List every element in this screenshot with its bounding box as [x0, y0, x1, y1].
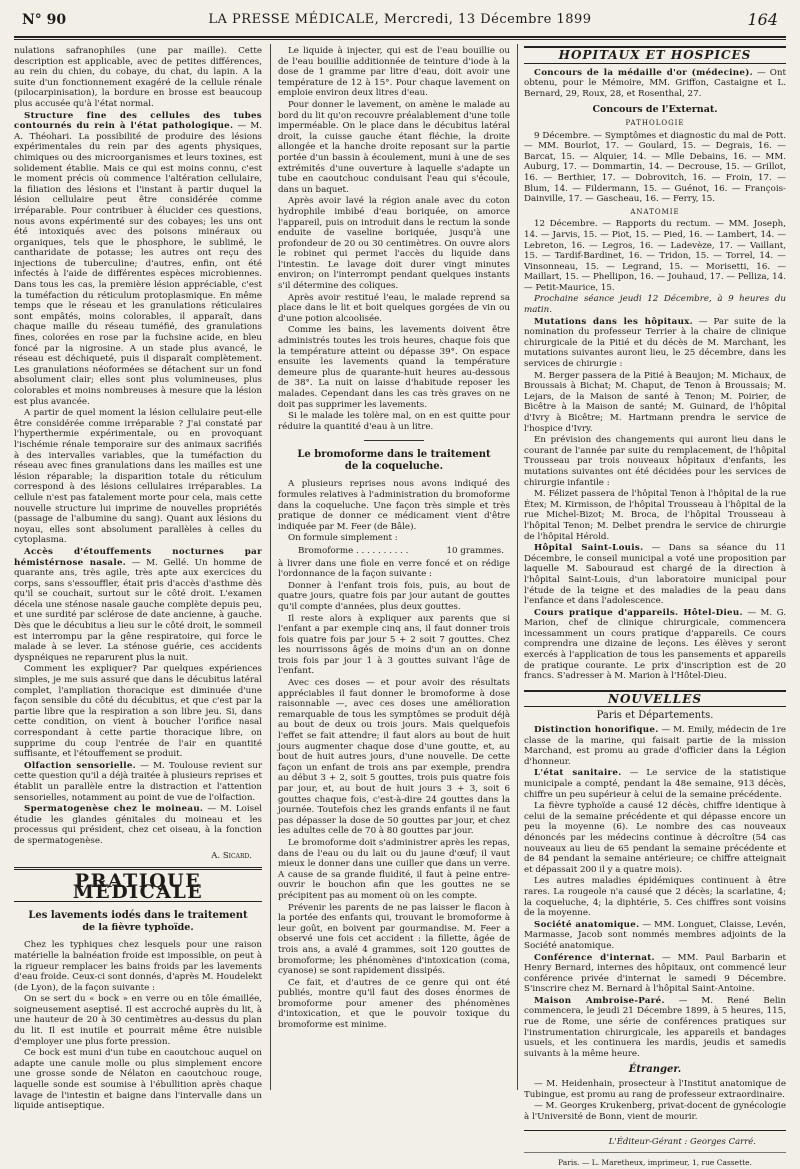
paragraph: Il reste alors à expliquer aux parents que si l'enfant a par exemple cinq ans, il faut donner trois fois quatre fois par jour 5 + 2 soit 7 gouttes. Chez les nourrissons âgés de moins d'un an on donne trois fois par jour 1 à 3 gouttes suivant l'âge de l'enfant. — [278, 613, 510, 677]
text: — MM. Longuet, Claisse, Levén, Marmasse, Jacob sont nommés membres adjoints de la Société anatomique. — [524, 919, 786, 951]
text: La possibilité de produire des lésions expérimentales du rein par des agents physiques, chimiques ou des microorganismes et leurs toxines, est solidement établie. Mais ce qui est moins connu, c'est le moment précis où commence l'altération cellulaire, la filiation des lésions et l'instant à partir duquel la lésion cellulaire peut être considérée comme irréparable. Pour contribuer à élucider ces questions, nous avons expérimenté sur des cobayes; les uns ont été intoxiqués avec des poisons minéraux ou organiques, tels que le phosphore, le sublimé, le cantharidate de potasse; les autres ont reçu des injections de tuberculine; d'autres, enfin, ont été infectés à l'aide de différentes espèces microbiennes. Dans tous les cas, la première lésion appréciable, c'est la tuméfaction du réticulum protoplasmique. En même temps que le réseau et les granulations réticulaires sont empâtés, moins colorables, il apparaît, dans chaque maille du réseau tuméfié, des granulations fines, colorées en rose par la fuchsine acide, en bleu foncé par la nigrosine. A un stade plus avancé, le réseau est déchiqueté, puis il disparaît complètement. Les granulations néoformées se détachent sur un fond absolument clair; elles sont plus volumineuses, plus colorables et moins nombreuses à mesure que la lésion est plus avancée. — [14, 131, 263, 407]
journal-name: LA PRESSE MÉDICALE, — [208, 12, 380, 27]
paragraph: Les autres maladies épidémiques continuent à être rares. La rougeole n'a causé que 2 décès; la scarlatine, 4; la coqueluche, 4; la diphtérie, 5. Ces chiffres sont voisins de la moyenne. — [524, 876, 786, 919]
text: — Par suite de la nomination du professeur Terrier à la chaire de clinique chirurgicale de la Pitié et du décès de M. Marchant, les mutations suivantes auront lieu, le 25 décembre, dans les services de chirurgie : — [524, 316, 787, 370]
paragraph — [524, 725, 786, 767]
section-heading: NOUVELLES — [524, 690, 786, 708]
paragraph — [524, 608, 786, 682]
paragraph: Après avoir lavé la région anale avec du coton hydrophile imbibé d'eau boriquée, on amorce l'appareil, puis on introduit dans le rectum la sonde enduite de vaseline boriquée, jusqu'à une profondeur de 20 ou 30 centimètres. On ouvre alors le robinet qui permet l'accès du liquide dans l'intestin. Le lavage doit durer vingt minutes environ; on l'interrompt pendant quelques instants s'il détermine des coliques. — [278, 196, 510, 292]
publisher-line: L'Éditeur-Gérant : Georges Carré. — [608, 1137, 756, 1148]
paragraph: M. Berger passera de la Pitié à Beaujon; M. Michaux, de Broussais à Bichat; M. Chaput, de Tenon à Broussais; M. Lejars, de la Maison de santé à Tenon; M. Poirier, de Bicêtre à la Maison de santé; M. Guinard, de l'hôpital d'Ivry à Bicêtre; M. Hartmann prendra le service de l'hospice d'Ivry. — [524, 370, 786, 434]
subheading-small: PATHOLOGIE — [625, 118, 685, 127]
author: — M. A. Théohari. — [14, 121, 262, 142]
paragraph — [14, 804, 262, 846]
section-title: PRATIQUE MÉDICALE — [72, 870, 204, 903]
rubric-head: L'état sanitaire. — [534, 768, 622, 779]
column-divider — [517, 44, 518, 1090]
column-3 — [524, 46, 786, 1169]
signature: A. Sicard. — [211, 850, 252, 861]
paragraph: La fièvre typhoïde a causé 12 décès, chiffre identique à celui de la semaine précédente et qui dépasse encore un peu la moyenne (6). Le nombre des cas nouveaux dénoncés par les médecins continue à décroître (54 cas nouveaux au lieu de 65 pendant la semaine précédente et de 84 pendant la semaine antérieure; ce chiffre atteignait et dépassait 200 il y a quatre mois). — [524, 801, 786, 875]
subheading: Paris et Départements. — [596, 710, 714, 722]
section-heading: HOPITAUX ET HOSPICES — [524, 46, 786, 64]
column-2 — [278, 46, 510, 1032]
paragraph — [524, 996, 786, 1060]
text: — Le service de la statistique municipale a compté, pendant la 48e semaine, 913 décès, chiffre un peu supérieur à celui de la semaine précédente. — [524, 768, 787, 800]
paragraph — [524, 768, 786, 800]
paragraph: On formule simplement : — [288, 533, 398, 544]
text: étudie les glandes génitales du moineau et les processus qui président, chez cet oiseau, à la fonction de spermatogenèse. — [14, 814, 262, 846]
article-title-line: de la coqueluche. — [344, 461, 444, 473]
article-title — [278, 449, 510, 473]
subheading-small: ANATOMIE — [630, 207, 680, 216]
paragraph: Si le malade les tolère mal, on en est quitte pour réduire la quantité d'eau à un litre. — [278, 411, 510, 432]
paragraph: Chez les typhiques chez lesquels pour une raison matérielle la balnéation froide est impossible, on peut à la rigueur remplacer les bains froids par les lavements d'eau froide. Ceux-ci sont donnés, d'après M. Houdelekt (de Lyon), de la façon suivante : — [14, 940, 262, 993]
paragraph: Le bromoforme doit s'administrer après les repas, dans de l'eau ou du lait ou du jaune d'œuf; il vaut mieux le donner dans une cuiller que dans un verre. A cause de sa grande fluidité, il faut à peine entre-ouvrir le bouchon afin que les gouttes ne se précipitent pas au moment où on les compte. — [278, 837, 510, 901]
text: Un homme de quarante ans, très agile, très apte aux exercices du corps, sans s'essouffler, était pris d'accès d'asthme dès qu'il se couchait, surtout sur le côté droit. L'examen décela une sténose nasale gauche complète depuis peu, et une surdité par sclérose de date ancienne, à gauche. Dès que le décubitus a lieu sur le côté droit, le sommeil est interrompu par la gêne respiratoire, qui force le malade à se lever. La sténose guérie, ces accidents dyspnéiques ne reparurent plus la nuit. — [14, 557, 262, 663]
rubric-head: Olfaction sensorielle. — [24, 760, 136, 771]
section-header — [14, 867, 262, 902]
rubric-head: Société anatomique. — [534, 919, 640, 930]
masthead-rule — [14, 36, 786, 40]
paragraph: Donner à l'enfant trois fois, puis, au bout de quatre jours, quatre fois par jour autant de gouttes qu'il compte d'années, plus deux gouttes. — [278, 580, 510, 612]
newspaper-page — [14, 10, 787, 1167]
masthead — [14, 10, 786, 38]
subheading: Concours de l'Externat. — [592, 104, 718, 116]
paragraph — [524, 317, 786, 370]
paragraph: A plusieurs reprises nous avons indiqué des formules relatives à l'administration du bromoforme dans la coqueluche. Une façon très simple et très pratique de donner ce médicament vient d'être indiquée par M. Feer (de Bâle). — [278, 479, 510, 532]
paragraph — [524, 953, 786, 995]
paragraph: — M. Heidenhain, prosecteur à l'Institut anatomique de Tubingue, est promu au rang de professeur extraordinaire. — [524, 1079, 786, 1100]
text: — Dans sa séance du 11 Décembre, le conseil municipal a voté une proposition par laquelle M. Sabouraud est chargé de la direction à l'hôpital Saint-Louis, d'un laboratoire municipal pour l'étude de la teigne et des maladies de la peau dans l'enfance et dans l'adolescence. — [524, 543, 786, 607]
rubric-head: Spermatogenèse chez le moineau. — [24, 804, 204, 815]
paragraph: Le liquide à injecter, qui est de l'eau bouillie ou de l'eau bouillie additionnée de teinture d'iode à la dose de 1 gramme par litre d'eau, doit avoir une température de 12 à 15°. Pour chaque lavement on emploie environ deux litres d'eau. — [278, 46, 510, 99]
paragraph: Après avoir restitué l'eau, le malade reprend sa place dans le lit et boit quelques gorgées de vin ou d'une potion alcoolisée. — [278, 292, 510, 324]
paragraph: Ce bock est muni d'un tube en caoutchouc auquel on adapte une canule molle ou plus simplement encore une grosse sonde de Nélaton en caoutchouc rouge, laquelle sonde est soumise à l'ébullition après chaque lavage de l'intestin et baigne dans l'intervalle dans un liquide antiseptique. — [14, 1048, 262, 1112]
author: — M. Toulouse — [140, 760, 209, 771]
paragraph: à livrer dans une fiole en verre foncé et on rédige l'ordonnance de la façon suivante : — [278, 558, 510, 580]
page-number: 164 — [747, 10, 778, 29]
column-divider — [270, 44, 271, 1090]
article-title-line: Les lavements iodés dans le traitement — [28, 910, 248, 922]
article-title — [14, 910, 262, 934]
author: — M. Loisel — [207, 804, 262, 815]
paragraph: 12 Décembre. — Rapports du rectum. — MM. Joseph, 14. — Jarvis, 15. — Piot, 15. — Pied, 16. — Lambert, 14. — Lebreton, 16. — Legros, 16. — Ladevèze, 17. — Vaillant, 15. — Tardif-Bardinet, 16. — Tridon, 15. — Torrel, 14. — Vinsonneau, 15. — Legrand, 15. — Morisetti, 16. — Maillart, 15. — Phellipon, 16. — Jouhaud, 17. — Pelliza, 14. — Petit-Maurice, 15. — [524, 219, 786, 293]
paragraph: nulations safranophiles (une par maille). Cette description est applicable, avec de petites différences, au rein du chien, du cobaye, du chat, du lapin. A la suite d'un fonctionnement exagéré de la cellule rénale (pilocarpinisation), la bordure en brosse est beaucoup plus accusée qu'à l'état normal. — [14, 46, 262, 109]
text: — MM. Paul Barbarin et Henry Bernard, internes des hôpitaux, ont commencé leur conférence privée d'internat le samedi 9 Décembre. S'inscrire chez M. Bernard à l'hôpital Saint-Antoine. — [524, 952, 786, 995]
paragraph: Prévenir les parents de ne pas laisser le flacon à la portée des enfants qui, trouvant le bromoforme à leur goût, en boivent par gourmandise. M. Feer a observé une fois cet accident : la fillette, âgée de trois ans, a avalé 4 grammes, soit 120 gouttes de bromoforme; les phénomènes d'intoxication (coma, cyanose) se sont rapidement dissipés. — [278, 902, 510, 977]
subheading: Étranger. — [628, 1064, 682, 1076]
paragraph: En prévision des changements qui auront lieu dans le courant de l'année par suite du remplacement, de l'hôpital Trousseau par trois nouveaux hôpitaux d'enfants, les mutations suivantes ont été décidées pour les services de chirurgie infantile : — [524, 435, 786, 488]
text: — M. René Belin commencera, le jeudi 21 Décembre 1899, à 5 heures, 115, rue de Rome, une série de conférences pratiques sur l'instrumentation chirurgicale, les appareils et bandages usuels, et les continuera les mardis, jeudis et samedis suivants à la même heure. — [524, 995, 786, 1059]
issue-date: Mercredi, 13 Décembre 1899 — [383, 12, 592, 27]
paragraph — [14, 111, 262, 408]
paragraph: M. Félizet passera de l'hôpital Tenon à l'hôpital de la rue Étex; M. Kirmisson, de l'hôpital Trousseau à l'hôpital de la rue Michel-Bizot; M. Broca, de l'hôpital Trousseau à l'hôpital Tenon; M. Delbet prendra le service de chirurgie de l'hôpital Hérold. — [524, 489, 786, 542]
rubric-head: Hôpital Saint-Louis. — [534, 543, 644, 554]
divider — [524, 1130, 786, 1131]
printer-imprint: Paris. — L. Maretheux, imprimeur, 1, rue Cassette. — [524, 1152, 786, 1169]
paragraph: A partir de quel moment la lésion cellulaire peut-elle être considérée comme irréparable ? J'ai constaté par l'hyperthermie expérimentale, ou en provoquant l'ischémie rénale temporaire sur des animaux sacrifiés à des intervalles variables, que la tuméfaction du réseau avec fines granulations dans les mailles est une lésion réparable; la disparition totale du réticulum correspond à des lésions cellulaires irréparables. La cellule n'est pas fatalement morte pour cela, mais cette nouvelle structure lui imprime de nouvelles propriétés (passage de l'albumine du sang). Quant aux lésions du noyau, elles sont absolument parallèles à celles du cytoplasma. — [14, 408, 262, 546]
text: — M. G. Marion, chef de clinique chirurgicale, commencera incessamment un cours pratique d'appareils. Ce cours comprendra une dizaine de leçons. Les élèves y seront exercés à l'application de tous les pansements et appareils de pratique courante. Le prix d'inscription est de 20 francs. S'adresser à M. Marion à l'Hôtel-Dieu. — [524, 607, 786, 682]
paragraph: Comment les expliquer? Par quelques expériences simples, je me suis assuré que dans le décubitus latéral complet, l'ampliation thoracique est diminuée d'une façon sensible du côté du décubitus, et que c'est par la partie libre que la respiration a son libre jeu. Si, dans cette condition, on vient à boucher l'orifice nasal correspondant à cette partie thoracique libre, on supprime du coup l'entrée de l'air en quantité suffisante, et l'étouffement se produit. — [14, 664, 262, 760]
paragraph — [14, 547, 262, 664]
rubric-head: Mutations dans les hôpitaux. — [534, 316, 693, 327]
rubric-head: Maison Ambroise-Paré. — [534, 995, 665, 1006]
paragraph — [524, 920, 786, 952]
text: — M. Emily, médecin de 1re classe de la marine, qui faisait partie de la mission Marchand, est promu au grade d'officier dans la Légion d'honneur. — [524, 725, 786, 767]
drug-quantity: 10 grammes. — [446, 545, 504, 556]
paragraph: On se sert du « bock » en verre ou en tôle émaillée, soigneusement aseptisé. Il est accroché auprès du lit, à une hauteur de 20 à 30 centimètres au-dessus du plan du lit. Il est inutile et pourrait même être nuisible d'employer une plus forte pression. — [14, 994, 262, 1047]
paragraph — [524, 68, 786, 100]
journal-title — [14, 12, 786, 27]
paragraph: Prochaine séance jeudi 12 Décembre, à 9 heures du matin. — [524, 294, 786, 316]
divider — [364, 440, 424, 441]
text: revient sur cette question qu'il a déjà traitée à plusieurs reprises et établit un parallèle entre la distraction et l'attention sensorielles, notamment au point de vue de l'olfaction. — [14, 760, 262, 803]
rubric-head: Accès d'étouffements nocturnes par hémistérnose nasale. — [14, 546, 262, 568]
paragraph: Pour donner le lavement, on amène le malade au bord du lit qu'on recouvre préalablement d'une toile imperméable. On le place dans le décubitus latéral droit, la cuisse gauche étant fléchie, la droite allongée et la hanche droite reposant sur la partie portée d'un bassin à écoulement, muni à une de ses extrémités d'une ouverture à laquelle s'adapte un tube en caoutchouc conduisant l'eau qui s'écoule, dans un baquet. — [278, 99, 510, 195]
article-title-line: de la fièvre typhoïde. — [82, 922, 194, 934]
text: — Ont obtenu, pour le Mémoire, MM. Griffon, Castaigne et L. Bernard, 29, Roux, 28, et Rosenthal, 27. — [524, 67, 786, 99]
rubric-head: Conférence d'internat. — [534, 952, 655, 963]
paragraph: — M. Georges Krukenberg, privat-docent de gynécologie à l'Université de Bonn, vient de mourir. — [524, 1101, 786, 1122]
paragraph: Avec ces doses — et pour avoir des résultats appréciables il faut donner le bromoforme à dose raisonnable —, avec ces doses une amélioration remarquable de tous les symptômes se produit déjà au bout de deux ou trois jours. Mais quelquefois l'effet se fait attendre; il faut alors au bout de huit jours augmenter chaque dose d'une goutte, et, au bout de huit autres jours, d'une nouvelle. De cette façon un enfant de trois ans par exemple, prendra au début 3 + 2, soit 5 gouttes, trois puis quatre fois par jour, et, au bout de huit jours 3 + 3, soit 6 gouttes chaque fois, c'est-à-dire 24 gouttes dans la journée. Toutefois chez les grands enfants il ne faut pas dépasser la dose de 50 gouttes par jour, et chez les adultes celle de 70 à 80 gouttes par jour. — [278, 678, 510, 837]
prescription — [278, 546, 510, 557]
drug-name: Bromoforme . . . . . . . . . . — [298, 545, 409, 556]
issue-number: N° 90 — [22, 12, 67, 28]
article-title-line: Le bromoforme dans le traitement — [297, 449, 491, 461]
rubric-head: Concours de la médaille d'or (médecine). — [534, 67, 753, 78]
paragraph: Ce fait, et d'autres de ce genre qui ont été publiés, montre qu'il faut des doses énormes de bromoforme pour amener des phénomènes d'intoxication, et que le pouvoir toxique du bromoforme est minime. — [278, 977, 510, 1031]
rubric-head: Cours pratique d'appareils. Hôtel-Dieu. — [534, 607, 743, 618]
rubric-head: Distinction honorifique. — [534, 725, 659, 736]
paragraph — [14, 761, 262, 803]
paragraph — [524, 543, 786, 607]
paragraph: 9 Décembre. — Symptômes et diagnostic du mal de Pott. — MM. Bourlot, 17. — Goulard, 15. — Degrais, 16. — Barcat, 15. — Alquier, 14. — Mlle Debains, 16. — MM. Auburg, 17. — Dommartin, 14. — Decrouse, 15. — Grillot, 16. — Berthier, 17. — Dobrovitch, 16. — Froin, 17. — Blum, 14. — Fildermann, 15. — Guénot, 16. — François-Dainville, 17. — Gascheau, 16. — Ferry, 15. — [524, 130, 786, 205]
column-1 — [14, 46, 262, 1113]
rubric-head: Structure fine des cellules des tubes contournés du rein à l'état pathologique. — [14, 110, 262, 132]
author: — M. Gellé. — [131, 557, 189, 568]
paragraph: Comme les bains, les lavements doivent être administrés toutes les trois heures, chaque fois que la température atteint ou dépasse 39°. On espace ensuite les lavements quand la température demeure plus de quarante-huit heures au-dessous de 38°. La nuit on laisse d'habitude reposer les malades. Cependant dans les cas très graves on ne doit pas supprimer les lavements. — [278, 325, 510, 410]
prescription-line — [278, 546, 510, 557]
